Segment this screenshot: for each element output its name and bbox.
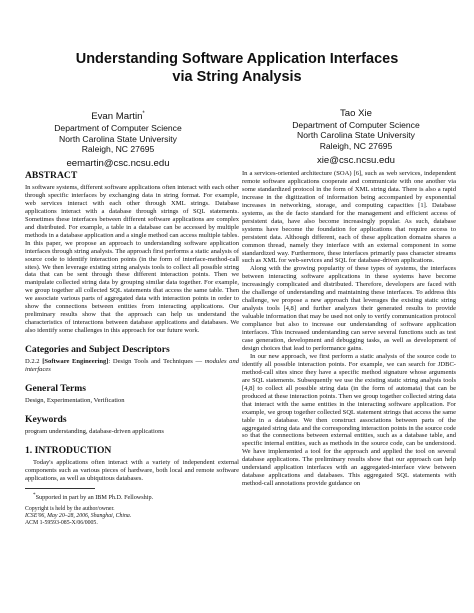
abstract-text: In software systems, different software applications often interact with each other through specific interfaces by exchanging data in string format. For example, web services interact with each other through XML strings. Database applications interact with a database through strings of SQL statements. Sometimes these interfaces between different software applications are complex and distributed. For example, a table in a database can be accessed by multiple methods in a database application and a single method can access multiple tables. In this paper, we propose an approach to understanding software application interfaces through string analysis. The approach first performs a static analysis of source code to identify interaction points (in the form of interface-method-call sites). We then leverage existing string analysis tools to collect all possible string data that can be sent through these different interaction points. Then we manipulate collected string data by grouping similar data together. For example, we group together all collected SQL statements that access the same table. Then we associate various parts of aggregated data with interaction points in order to show the connections between entities from interacting applications. Our preliminary results show that the approach can help us understand the characteristics of interactions between database applications and databases. We also identify some challenges in this approach for our future work. xyxy=(25,184,239,335)
title-line-2: via String Analysis xyxy=(172,69,302,85)
body-paragraph-2: Along with the growing popularity of these types of systems, the interfaces between interacting software applications in these systems have become increasingly complicated and distributed. Therefore, developers are faced with the challenge of understanding and maintaining these interfaces. To address this challenge, we propose a new approach that leverages the existing static string analysis tools [4,8] and further analyzes their generated results to provide valuable information that may be used not only to verify communication protocol compliance but also to increase our understanding of software application interfaces. This increased understanding can serve several functions such as test case generation, development and debugging tasks, as well as development of design choices that lead to performance gains. xyxy=(242,265,456,352)
author-footnote-mark: * xyxy=(142,111,145,117)
keywords-heading: Keywords xyxy=(25,413,67,425)
author-email: xie@csc.ncsu.edu xyxy=(317,155,395,167)
author-email: eemartin@csc.ncsu.edu xyxy=(66,158,170,170)
author-name: Evan Martin* xyxy=(91,111,145,123)
keywords-section xyxy=(25,414,239,436)
paper-title xyxy=(0,50,474,86)
copyright-line-2: ICSE'06, May 20–28, 2006, Shanghai, China. xyxy=(25,513,132,520)
author-univ: North Carolina State University xyxy=(297,130,415,141)
abstract-heading: ABSTRACT xyxy=(25,170,78,181)
general-terms-text: Design, Experimentation, Verification xyxy=(25,397,125,405)
author-name: Tao Xie xyxy=(340,108,372,119)
general-terms-section xyxy=(25,383,239,405)
categories-heading: Categories and Subject Descriptors xyxy=(25,344,170,356)
right-column xyxy=(242,170,456,488)
introduction-section xyxy=(25,445,239,483)
categories-text: D.2.2 [Software Engineering]: Design Tools and Techniques — modules and interfaces xyxy=(25,358,240,374)
categories-section xyxy=(25,344,239,374)
author-univ: North Carolina State University xyxy=(59,133,177,144)
general-terms-heading: General Terms xyxy=(25,383,87,395)
author-dept: Department of Computer Science xyxy=(292,120,420,130)
author-block-2 xyxy=(256,108,456,167)
keywords-text: program understanding, database-driven applications xyxy=(25,427,164,435)
introduction-text: Today's applications often interact with a variety of independent external components such as various pieces of hardware, both local and remote software applications, as well as ubiquitous databases. xyxy=(25,458,239,482)
footnote: *Supported in part by an IBM Ph.D. Fellowship. xyxy=(33,491,154,501)
author-city: Raleigh, NC 27695 xyxy=(81,144,155,154)
copyright-line-1: Copyright is held by the author/owner. xyxy=(25,506,115,513)
footnote-divider xyxy=(25,488,95,489)
author-city: Raleigh, NC 27695 xyxy=(319,140,393,151)
copyright-block xyxy=(25,506,239,527)
body-paragraph-3: In our new approach, we first perform a static analysis of the source code to identify all possible interaction points. For example, we can search for JDBC-method-call sites since they have a specific method signature whose arguments are SQL statements. Subsequently we use the existing static string analysis tools [4,8] to collect all possible string data (in the form of automata) that can be produced at these interaction points. Then we group together collected string data that interact with the same entities in the interacting software application. For example, we group together collected SQL statement strings that access the same table in a database. We then construct associations between parts of the aggregated string data and the corresponding interaction points in the source code so that the connections between external entities, such as a database table, and specific internal entities, such as methods in the source code, can be understood. We have implemented a tool for the approach and applied the tool on several database applications. The preliminary results show that our approach can help understand application interfaces with an aggregated-interface view between database applications and databases. This aggregated SQL statements with method-call annotations provide guidance on xyxy=(242,352,456,488)
author-dept: Department of Computer Science xyxy=(54,123,182,134)
introduction-heading: 1. INTRODUCTION xyxy=(25,444,112,456)
body-paragraph-1: In a services-oriented architecture (SOA) [6], such as web services, independent remote software applications cooperate and communicate with one another via some standardized protocol in the form of XML string data. There is also a rapid increase in the digitization of information being accompanied by exponential increases in networking, storage, and computing capacities [1]. Database systems, as the de facto standard for the management and efficient access of persistent data, have also become increasingly popular. As such, database systems have become the foundation for applications that require access to persistent data. Although different, each of these application domains shares a common thread, namely they interface with an external component in some standardized way. Furthermore, these interfaces primarily pass character streams such as XML for web-services and SQL for database-driven applications. xyxy=(242,170,456,265)
title-line-1: Understanding Software Application Interfaces xyxy=(75,51,399,67)
left-column xyxy=(25,170,239,527)
copyright-line-3: ACM 1-59593-085-X/06/0005. xyxy=(25,520,98,527)
author-block-1 xyxy=(18,108,218,170)
